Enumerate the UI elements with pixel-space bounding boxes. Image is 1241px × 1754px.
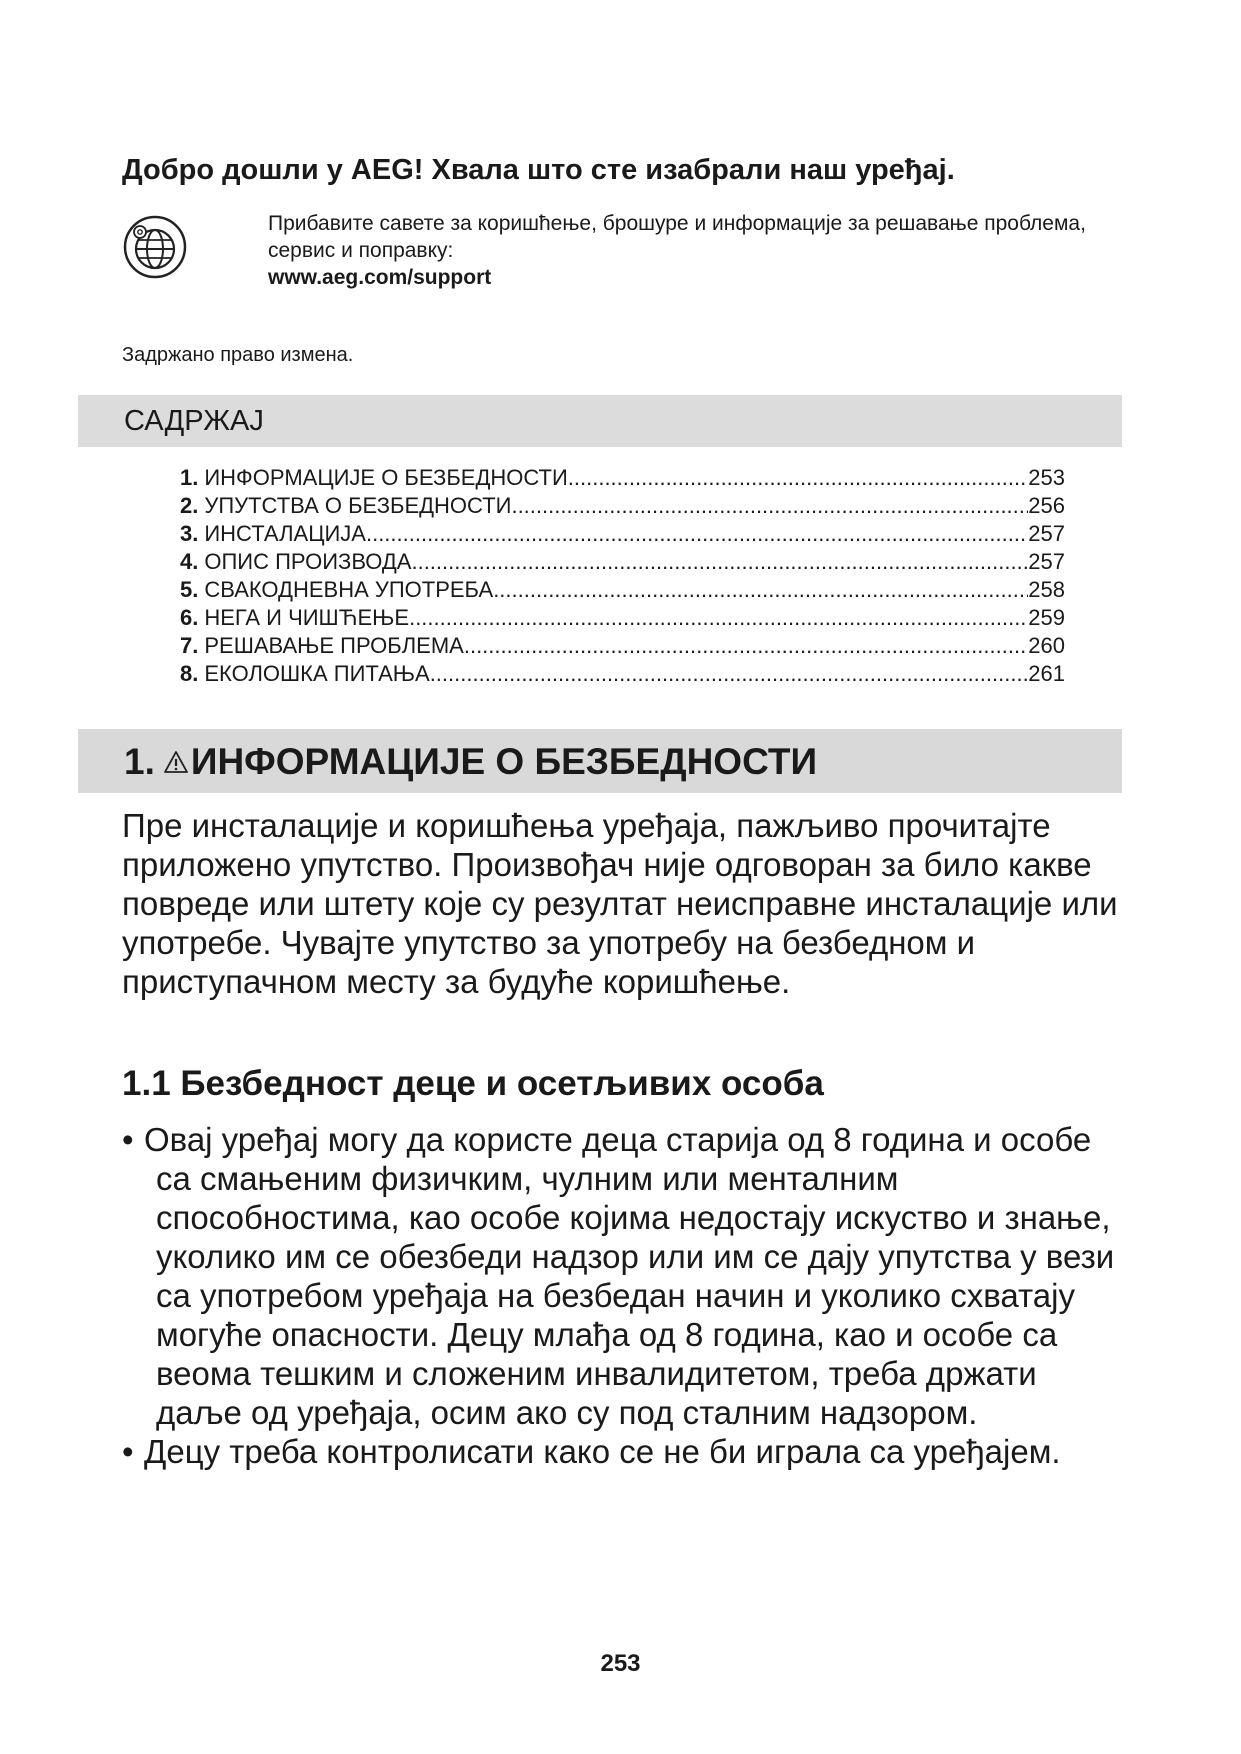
toc-item[interactable]	[180, 520, 1065, 548]
toc-leader	[568, 464, 1029, 492]
toc-item-title: УПУТСТВА О БЕЗБЕДНОСТИ	[204, 493, 512, 518]
toc-leader	[411, 548, 1028, 576]
support-text: Прибавите савете за коришћење, брошуре и информације за решавање проблема, сервис и поправку:	[268, 212, 1086, 262]
toc-item-title: РЕШАВАЊЕ ПРОБЛЕМА	[204, 633, 464, 658]
toc-item-page: 257	[1028, 521, 1065, 546]
list-item	[122, 1120, 1122, 1432]
toc-item[interactable]	[180, 548, 1065, 576]
section-number: 1.	[124, 741, 155, 782]
toc-item[interactable]	[180, 660, 1065, 688]
toc-item-title: СВАКОДНЕВНА УПОТРЕБА	[204, 577, 494, 602]
toc-item-number: 1.	[180, 465, 199, 490]
bullet-list	[122, 1120, 1122, 1471]
toc-item-page: 259	[1028, 605, 1065, 630]
toc-item-number: 6.	[180, 605, 199, 630]
toc-item-number: 2.	[180, 493, 199, 518]
toc-item-page: 256	[1028, 493, 1065, 518]
toc-header	[78, 395, 1122, 447]
subsection-title: 1.1 Безбедност деце и осетљивих особа	[122, 1064, 824, 1103]
bullet-dot: •	[122, 1433, 134, 1470]
toc-item-title: НЕГА И ЧИШЋЕЊЕ	[204, 605, 410, 630]
list-item	[122, 1432, 1122, 1471]
toc-item-page: 258	[1028, 577, 1065, 602]
toc-title: САДРЖАЈ	[124, 405, 264, 437]
warning-triangle-icon	[163, 750, 189, 774]
toc-leader	[493, 576, 1028, 604]
list-item-text: Децу треба контролисати како се не би играла са уређајем.	[144, 1433, 1061, 1470]
rights-notice: Задржано право измена.	[122, 344, 354, 366]
toc-item-page: 261	[1028, 661, 1065, 686]
toc-item-title: ОПИС ПРОИЗВОДА	[204, 549, 412, 574]
section-title: ИНФОРМАЦИЈЕ О БЕЗБЕДНОСТИ	[190, 741, 818, 782]
list-item-text: Овај уређај могу да користе деца старија од 8 година и особе са смањеним физичким, чулним или менталним способностима, као особе којима недостају искуство и знање, уколико им се обезбеди надзор или им се дају упутства у вези са употребом уређаја на безбедан начин и уколико схватају могуће опасности. Децу млађа од 8 година, као и особе са веома тешким и сложеним инвалидитетом, треба држати даље од уређаја, осим ако су под сталним надзором.	[144, 1121, 1115, 1431]
globe-support-icon	[122, 214, 188, 280]
safety-intro-paragraph: Пре инсталације и коришћења уређаја, пажљиво прочитајте приложено упутство. Произвођач није одговоран за било какве повреде или штету које су резултат неисправне инсталације или употребе. Чувајте упутство за употребу на безбедном и приступачном месту за будуће коришћење.	[122, 807, 1118, 1000]
table-of-contents	[180, 464, 1065, 688]
toc-item-title: ЕКОЛОШКА ПИТАЊА	[204, 661, 430, 686]
toc-item-title: ИНСТАЛАЦИЈА	[204, 521, 366, 546]
toc-item-page: 257	[1028, 549, 1065, 574]
toc-item[interactable]	[180, 464, 1065, 492]
toc-leader	[464, 632, 1028, 660]
page-number: 253	[600, 1650, 641, 1677]
toc-item-number: 4.	[180, 549, 199, 574]
toc-item-title: ИНФОРМАЦИЈЕ О БЕЗБЕДНОСТИ	[204, 465, 568, 490]
toc-item-number: 5.	[180, 577, 199, 602]
toc-item[interactable]	[180, 492, 1065, 520]
toc-leader	[430, 660, 1029, 688]
toc-leader	[511, 492, 1028, 520]
toc-item-number: 7.	[180, 633, 199, 658]
toc-item[interactable]	[180, 632, 1065, 660]
support-info	[268, 210, 1128, 291]
toc-item-page: 253	[1028, 465, 1065, 490]
support-link[interactable]: www.aeg.com/support	[268, 266, 492, 289]
toc-leader	[409, 604, 1028, 632]
section-1-header	[78, 729, 1122, 793]
toc-item[interactable]	[180, 576, 1065, 604]
bullet-dot: •	[122, 1121, 134, 1158]
toc-leader	[366, 520, 1028, 548]
toc-item-number: 8.	[180, 661, 199, 686]
toc-item-number: 3.	[180, 521, 199, 546]
toc-item-page: 260	[1028, 633, 1065, 658]
toc-item[interactable]	[180, 604, 1065, 632]
welcome-heading: Добро дошли у AEG! Хвала што сте изабрали наш уређај.	[122, 154, 955, 186]
